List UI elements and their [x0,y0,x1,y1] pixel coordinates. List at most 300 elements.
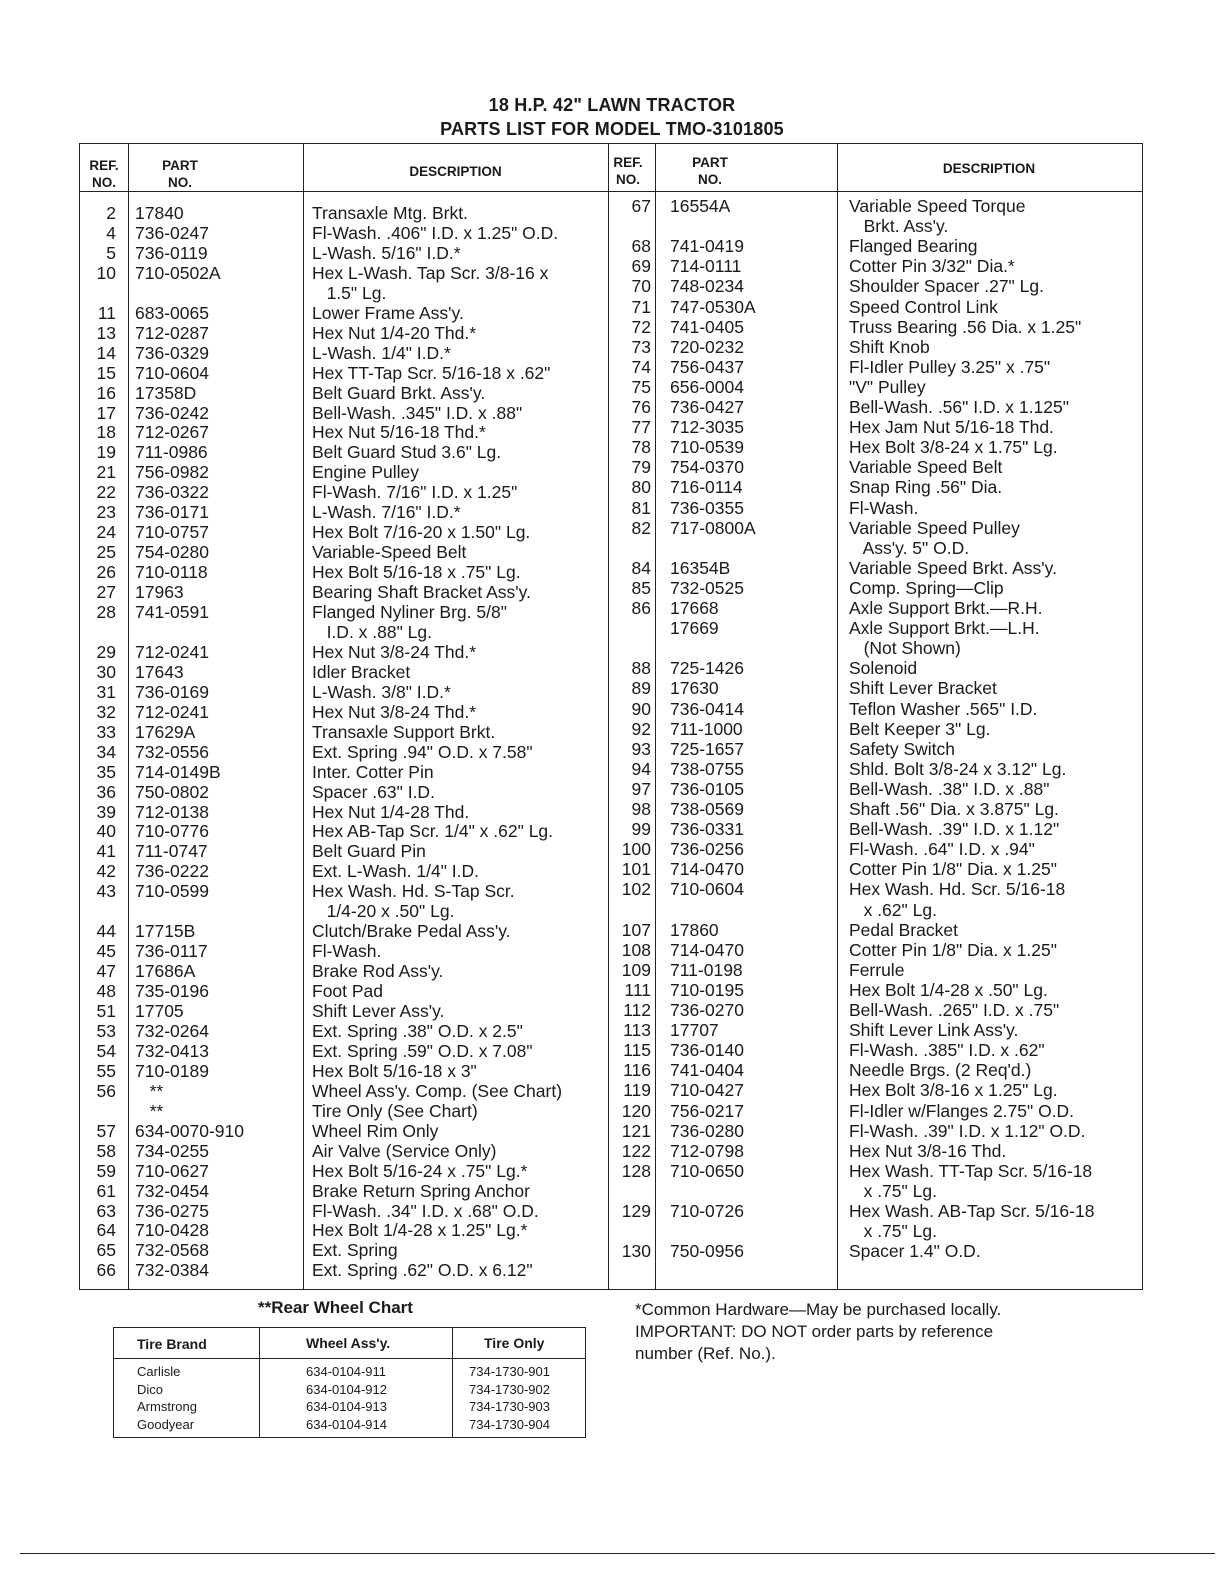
part-number: 710-0757 [135,522,209,543]
footnote [635,1299,1105,1365]
part-description: Brake Rod Ass'y. [312,961,444,982]
ref-number: 113 [623,1020,651,1041]
part-number: 17643 [135,661,184,682]
part-description: Bell-Wash. .56" I.D. x 1.125" [849,397,1069,417]
part-description: Brake Return Spring Anchor [312,1180,530,1201]
ref-number: 129 [621,1201,651,1221]
ref-number: 121 [621,1120,651,1141]
part-number: 736-0140 [670,1040,744,1061]
ref-number: 72 [631,316,651,337]
part-description: Wheel Ass'y. Comp. (See Chart) [312,1080,563,1101]
part-number: 736-0275 [135,1200,209,1221]
part-number: 734-0255 [135,1140,209,1161]
ref-number: 56 [96,1080,116,1101]
part-number: 732-0568 [135,1240,209,1261]
part-number: 711-0986 [135,442,208,463]
part-number: 17963 [135,582,184,603]
part-number: 16554A [670,196,731,216]
ref-number: 32 [96,701,116,722]
part-description: (Not Shown) [849,638,961,659]
part-number: 736-0117 [135,941,208,962]
part-number: 720-0232 [670,336,744,357]
ref-number: 25 [96,542,116,563]
ref-number: 11 [97,302,116,323]
part-description: Fl-Idler Pulley 3.25" x .75" [849,356,1051,377]
part-number: 725-1426 [670,658,744,679]
part-number: 736-0270 [670,1000,744,1020]
divider [303,143,304,1290]
part-number: 17669 [670,618,719,639]
footnote-line: IMPORTANT: DO NOT order parts by reference [635,1322,994,1341]
part-number: 741-0419 [670,236,744,257]
ref-number: 55 [96,1060,116,1081]
part-number: 17629A [135,721,196,742]
part-number: 714-0149B [135,761,221,782]
ref-number: 111 [624,979,651,1000]
page-subtitle: PARTS LIST FOR MODEL TMO-3101805 [440,119,784,139]
part-description: Belt Guard Brkt. Ass'y. [312,382,486,403]
ref-number: 122 [621,1140,651,1161]
ref-number: 79 [631,457,651,478]
ref-number: 81 [631,497,651,518]
part-number: ** [135,1100,164,1121]
part-description: Ass'y. 5" O.D. [849,537,970,558]
tire-brand: Armstrong [137,1399,197,1414]
part-number: 711-0198 [670,959,743,980]
part-description: Ferrule [849,959,905,980]
part-number: 710-0599 [135,881,209,902]
ref-number: 74 [631,356,651,377]
ref-number: 48 [96,981,116,1002]
part-description: Ext. Spring [312,1240,398,1261]
part-description: Hex Bolt 7/16-20 x 1.50" Lg. [312,522,531,543]
ref-number: 68 [631,236,651,257]
part-description: Cotter Pin 1/8" Dia. x 1.25" [849,939,1057,960]
wheel-assy-number: 634-0104-914 [306,1416,387,1432]
part-number: 736-0119 [135,242,208,263]
part-number: 712-0241 [135,701,209,722]
part-number: 736-0355 [670,497,744,518]
part-description: Snap Ring .56" Dia. [849,477,1003,498]
part-description: Foot Pad [312,981,384,1002]
part-description: Fl-Wash. .34" I.D. x .68" O.D. [312,1200,539,1221]
part-description: Variable Speed Brkt. Ass'y. [849,557,1057,578]
part-number: 17686A [135,961,196,982]
ref-number: 63 [96,1200,116,1221]
part-number: 710-0726 [670,1201,744,1221]
part-description: Shift Lever Bracket [849,678,997,699]
part-description: I.D. x .88" Lg. [312,621,433,642]
part-description: Hex Nut 1/4-28 Thd. [312,801,470,822]
ref-number: 16 [96,382,116,403]
ref-number: 59 [96,1160,116,1181]
part-description: Transaxle Support Brkt. [312,721,496,742]
part-number: 714-0470 [670,939,744,960]
ref-number: 34 [96,741,116,762]
part-number: 710-0502A [135,262,221,283]
ref-number: 76 [631,397,651,417]
part-number: 710-0118 [135,562,208,583]
wheel-assy-number: 634-0104-913 [306,1399,387,1414]
part-number: 17840 [135,203,184,223]
ref-number: 107 [621,919,651,940]
part-description: Safety Switch [849,738,956,759]
part-description: Wheel Rim Only [312,1120,439,1141]
part-number: 710-0428 [135,1220,209,1241]
ref-number: 22 [96,482,116,503]
ref-number: 70 [631,276,651,297]
part-number: 710-0604 [670,879,744,900]
part-number: 683-0065 [135,302,209,323]
ref-number: 64 [96,1220,116,1241]
ref-number: 29 [96,641,116,662]
part-number: 712-0798 [670,1140,744,1161]
part-number: 736-0414 [670,698,744,719]
part-description: Belt Guard Pin [312,841,426,862]
ref-number: 5 [106,242,116,263]
ref-number: 43 [96,881,116,902]
part-description: Hex Nut 3/8-24 Thd.* [312,701,477,722]
ref-number: 41 [96,841,116,862]
ref-number: 44 [96,921,116,942]
part-number: 736-0280 [670,1120,744,1141]
header-rule [79,191,1143,192]
part-description: Belt Guard Stud 3.6" Lg. [312,442,502,463]
part-description: Fl-Wash. .39" I.D. x 1.12" O.D. [849,1120,1086,1141]
page-bottom-rule [20,1553,1215,1554]
part-number: ** [135,1080,164,1101]
part-number: 716-0114 [670,477,743,498]
part-number: 712-0138 [135,801,209,822]
ref-number: 86 [631,598,651,618]
part-description: Fl-Idler w/Flanges 2.75" O.D. [849,1100,1075,1121]
ref-number: 13 [96,322,116,343]
part-number: 710-0650 [670,1160,744,1181]
ref-number: 31 [96,681,116,702]
header-description-right: DESCRIPTION [942,161,1036,176]
ref-number: 98 [631,799,651,819]
ref-number: 45 [96,941,116,962]
ref-number: 40 [96,821,116,842]
ref-number: 14 [96,342,116,363]
part-description: Solenoid [849,658,918,679]
ref-number: 66 [96,1260,116,1281]
tire-only-number: 734-1730-902 [469,1381,550,1397]
ref-number: 80 [631,477,651,498]
part-description: Hex Nut 5/16-18 Thd.* [312,422,486,443]
ref-number: 47 [96,961,116,982]
part-number: 750-0802 [135,781,209,802]
ref-number: 99 [631,819,651,840]
ref-number: 39 [96,801,116,822]
part-number: 732-0384 [135,1260,209,1281]
part-number: 732-0525 [670,577,744,598]
part-number: 748-0234 [670,276,744,297]
part-description: Spacer 1.4" O.D. [849,1241,981,1262]
part-number: 17668 [670,598,719,618]
ref-number: 102 [621,879,651,900]
part-number: 656-0004 [670,376,744,397]
part-description: Ext. Spring .94" O.D. x 7.58" [312,741,533,762]
part-number: 17715B [135,921,196,942]
part-description: Bearing Shaft Bracket Ass'y. [312,582,531,603]
part-description: Tire Only (See Chart) [312,1100,478,1121]
part-description: Hex Bolt 1/4-28 x 1.25" Lg.* [312,1220,528,1241]
part-description: Pedal Bracket [849,919,958,940]
ref-number: 4 [106,222,116,243]
part-number: 710-0189 [135,1060,209,1081]
part-number: 741-0404 [670,1060,744,1081]
part-description: Axle Support Brkt.—L.H. [849,618,1040,639]
ref-number: 69 [631,256,651,277]
part-description: Lower Frame Ass'y. [312,302,464,323]
ref-number: 61 [96,1180,116,1201]
ref-number: 85 [631,577,651,598]
part-number: 710-0427 [670,1080,744,1101]
part-number: 732-0556 [135,741,209,762]
part-description: Truss Bearing .56 Dia. x 1.25" [849,316,1082,337]
ref-number: 2 [106,203,116,223]
part-description: Inter. Cotter Pin [312,761,434,782]
part-number: 634-0070-910 [135,1120,244,1141]
part-number: 17707 [670,1020,719,1041]
ref-number: 23 [96,502,116,523]
part-number: 711-1000 [670,718,743,739]
part-description: Comp. Spring—Clip [849,577,1004,598]
part-description: "V" Pulley [849,376,926,397]
wheel-chart-header-tire-only: Tire Only [484,1335,545,1351]
part-number: 741-0591 [135,602,209,622]
ref-number: 92 [631,718,651,739]
footnote-line: *Common Hardware—May be purchased locally. [635,1300,1002,1319]
ref-number: 65 [96,1240,116,1261]
part-description: Fl-Wash. .64" I.D. x .94" [849,839,1035,860]
ref-number: 26 [96,562,116,583]
part-number: 710-0776 [135,821,209,842]
part-description: Hex Wash. TT-Tap Scr. 5/16-18 [849,1160,1093,1181]
part-description: Hex Nut 3/8-16 Thd. [849,1140,1007,1161]
part-description: Variable Speed Torque [849,196,1026,216]
part-description: Shift Knob [849,336,930,357]
part-number: 712-0287 [135,322,209,343]
ref-number: 73 [631,336,651,357]
ref-number: 53 [96,1020,116,1041]
ref-number: 120 [621,1100,651,1121]
part-number: 714-0111 [670,256,742,277]
part-description: Shift Lever Ass'y. [312,1001,445,1021]
ref-number: 90 [631,698,651,719]
part-number: 756-0217 [670,1100,744,1121]
part-number: 736-0171 [135,502,209,523]
part-description: Hex Jam Nut 5/16-18 Thd. [849,417,1054,438]
part-number: 738-0755 [670,758,744,779]
ref-number: 58 [96,1140,116,1161]
part-number: 732-0264 [135,1020,209,1041]
ref-number: 94 [631,758,651,779]
part-description: Flanged Nyliner Brg. 5/8" [312,602,507,622]
ref-number: 84 [631,557,651,578]
part-number: 710-0539 [670,437,744,458]
part-description: Fl-Wash. 7/16" I.D. x 1.25" [312,482,518,503]
part-number: 741-0405 [670,316,744,337]
ref-number: 19 [96,442,116,463]
part-number: 736-0222 [135,861,209,882]
part-number: 735-0196 [135,981,209,1002]
wheel-chart-header-tire-brand: Tire Brand [137,1336,207,1352]
divider [608,143,609,1290]
divider [259,1327,260,1438]
part-number: 736-0329 [135,342,209,363]
part-number: 736-0247 [135,222,209,243]
part-number: 736-0242 [135,402,209,423]
header-description-left: DESCRIPTION [409,164,502,179]
part-description: Cotter Pin 3/32" Dia.* [849,256,1015,277]
part-description: Ext. L-Wash. 1/4" I.D. [312,861,480,882]
part-description: Bell-Wash. .39" I.D. x 1.12" [849,819,1060,840]
part-number: 754-0280 [135,542,209,563]
part-description: Belt Keeper 3" Lg. [849,718,991,739]
part-number: 736-0169 [135,681,209,702]
part-number: 732-0413 [135,1040,209,1061]
part-description: Fl-Wash. [312,941,382,962]
part-description: Shift Lever Link Ass'y. [849,1020,1019,1041]
divider [655,143,656,1290]
part-description: Bell-Wash. .38" I.D. x .88" [849,778,1050,799]
part-description: Hex L-Wash. Tap Scr. 3/8-16 x [312,262,549,283]
wheel-assy-number: 634-0104-911 [306,1364,386,1379]
part-description: Hex Bolt 5/16-18 x .75" Lg. [312,562,521,583]
divider [113,1358,586,1359]
part-description: L-Wash. 7/16" I.D.* [312,502,461,523]
part-number: 736-0256 [670,839,744,860]
part-number: 712-0267 [135,422,209,443]
part-description: Hex Nut 1/4-20 Thd.* [312,322,477,343]
part-description: Shld. Bolt 3/8-24 x 3.12" Lg. [849,758,1067,779]
part-number: 750-0956 [670,1241,744,1262]
tire-brand: Dico [137,1381,164,1397]
part-description: L-Wash. 3/8" I.D.* [312,681,451,702]
part-number: 16354B [670,557,731,578]
part-description: Ext. Spring .38" O.D. x 2.5" [312,1020,523,1041]
part-description: Spacer .63" I.D. [312,781,435,802]
part-description: Fl-Wash. .406" I.D. x 1.25" O.D. [312,222,559,243]
ref-number: 112 [623,1000,651,1020]
ref-number: 101 [621,859,651,880]
ref-number: 75 [631,376,651,397]
part-number: 747-0530A [670,296,756,317]
part-description: Speed Control Link [849,296,998,317]
ref-number: 33 [96,721,116,742]
part-description: L-Wash. 1/4" I.D.* [312,342,451,363]
ref-number: 88 [631,658,651,679]
part-description: Hex Bolt 3/8-24 x 1.75" Lg. [849,437,1058,458]
part-number: 736-0322 [135,482,209,503]
part-number: 17630 [670,678,719,699]
header-ref-no-left: REF. NO. [89,158,119,190]
ref-number: 115 [623,1040,651,1061]
part-description: Hex Wash. AB-Tap Scr. 5/16-18 [849,1201,1095,1221]
ref-number: 78 [631,437,651,458]
part-description: Ext. Spring .59" O.D. x 7.08" [312,1040,533,1061]
part-description: Cotter Pin 1/8" Dia. x 1.25" [849,859,1057,880]
part-description: Hex TT-Tap Scr. 5/16-18 x .62" [312,362,551,383]
page-title: 18 H.P. 42" LAWN TRACTOR [488,95,736,115]
ref-number: 89 [631,678,651,699]
part-description: 1/4-20 x .50" Lg. [312,901,455,922]
part-number: 736-0331 [670,819,744,840]
ref-number: 71 [631,296,651,317]
ref-number: 57 [96,1120,116,1141]
ref-number: 82 [631,517,651,538]
divider [452,1327,453,1438]
part-description: Bell-Wash. .345" I.D. x .88" [312,402,523,423]
part-description: Fl-Wash. [849,497,919,518]
ref-number: 93 [631,738,651,759]
ref-number: 10 [96,262,116,283]
part-number: 756-0982 [135,462,209,483]
ref-number: 15 [96,362,116,383]
ref-number: 42 [96,861,116,882]
divider [128,143,129,1290]
part-number: 710-0195 [670,979,744,1000]
part-description: Hex Wash. Hd. S-Tap Scr. [312,881,515,902]
ref-number: 130 [621,1241,651,1262]
part-description: Idler Bracket [312,661,411,682]
ref-number: 54 [96,1040,116,1061]
part-description: Bell-Wash. .265" I.D. x .75" [849,1000,1060,1020]
ref-number: 21 [96,462,116,483]
part-description: Hex Nut 3/8-24 Thd.* [312,641,477,662]
part-description: Shaft .56" Dia. x 3.875" Lg. [849,799,1059,819]
ref-number: 128 [621,1160,651,1181]
tire-brand: Goodyear [137,1416,195,1432]
part-number: 710-0604 [135,362,209,383]
part-description: x .62" Lg. [849,899,937,920]
part-description: Brkt. Ass'y. [849,216,949,237]
part-description: Fl-Wash. .385" I.D. x .62" [849,1040,1045,1061]
ref-number: 28 [96,602,116,622]
part-description: Transaxle Mtg. Brkt. [312,203,468,223]
wheel-chart-title: **Rear Wheel Chart [258,1298,413,1317]
part-description: Ext. Spring .62" O.D. x 6.12" [312,1260,533,1281]
part-number: 17860 [670,919,719,940]
part-description: x .75" Lg. [849,1221,937,1242]
part-description: Hex Bolt 3/8-16 x 1.25" Lg. [849,1080,1058,1101]
ref-number: 109 [621,959,651,980]
tire-only-number: 734-1730-901 [469,1364,550,1379]
ref-number: 97 [631,778,651,799]
part-number: 17705 [135,1001,184,1021]
ref-number: 77 [631,417,651,438]
part-description: L-Wash. 5/16" I.D.* [312,242,461,263]
part-description: Needle Brgs. (2 Req'd.) [849,1060,1032,1081]
part-description: Hex Bolt 1/4-28 x .50" Lg. [849,979,1048,1000]
divider [837,143,838,1290]
tire-brand: Carlisle [137,1364,181,1379]
part-number: 712-0241 [135,641,209,662]
ref-number: 67 [631,196,651,216]
part-description: Hex Bolt 5/16-18 x 3" [312,1060,477,1081]
part-number: 756-0437 [670,356,744,377]
ref-number: 30 [96,661,116,682]
part-description: Clutch/Brake Pedal Ass'y. [312,921,511,942]
part-description: Variable Speed Pulley [849,517,1020,538]
ref-number: 119 [623,1080,651,1101]
part-number: 710-0627 [135,1160,209,1181]
wheel-assy-number: 634-0104-912 [306,1381,387,1397]
ref-number: 116 [623,1060,651,1081]
footnote-line: number (Ref. No.). [635,1344,776,1363]
